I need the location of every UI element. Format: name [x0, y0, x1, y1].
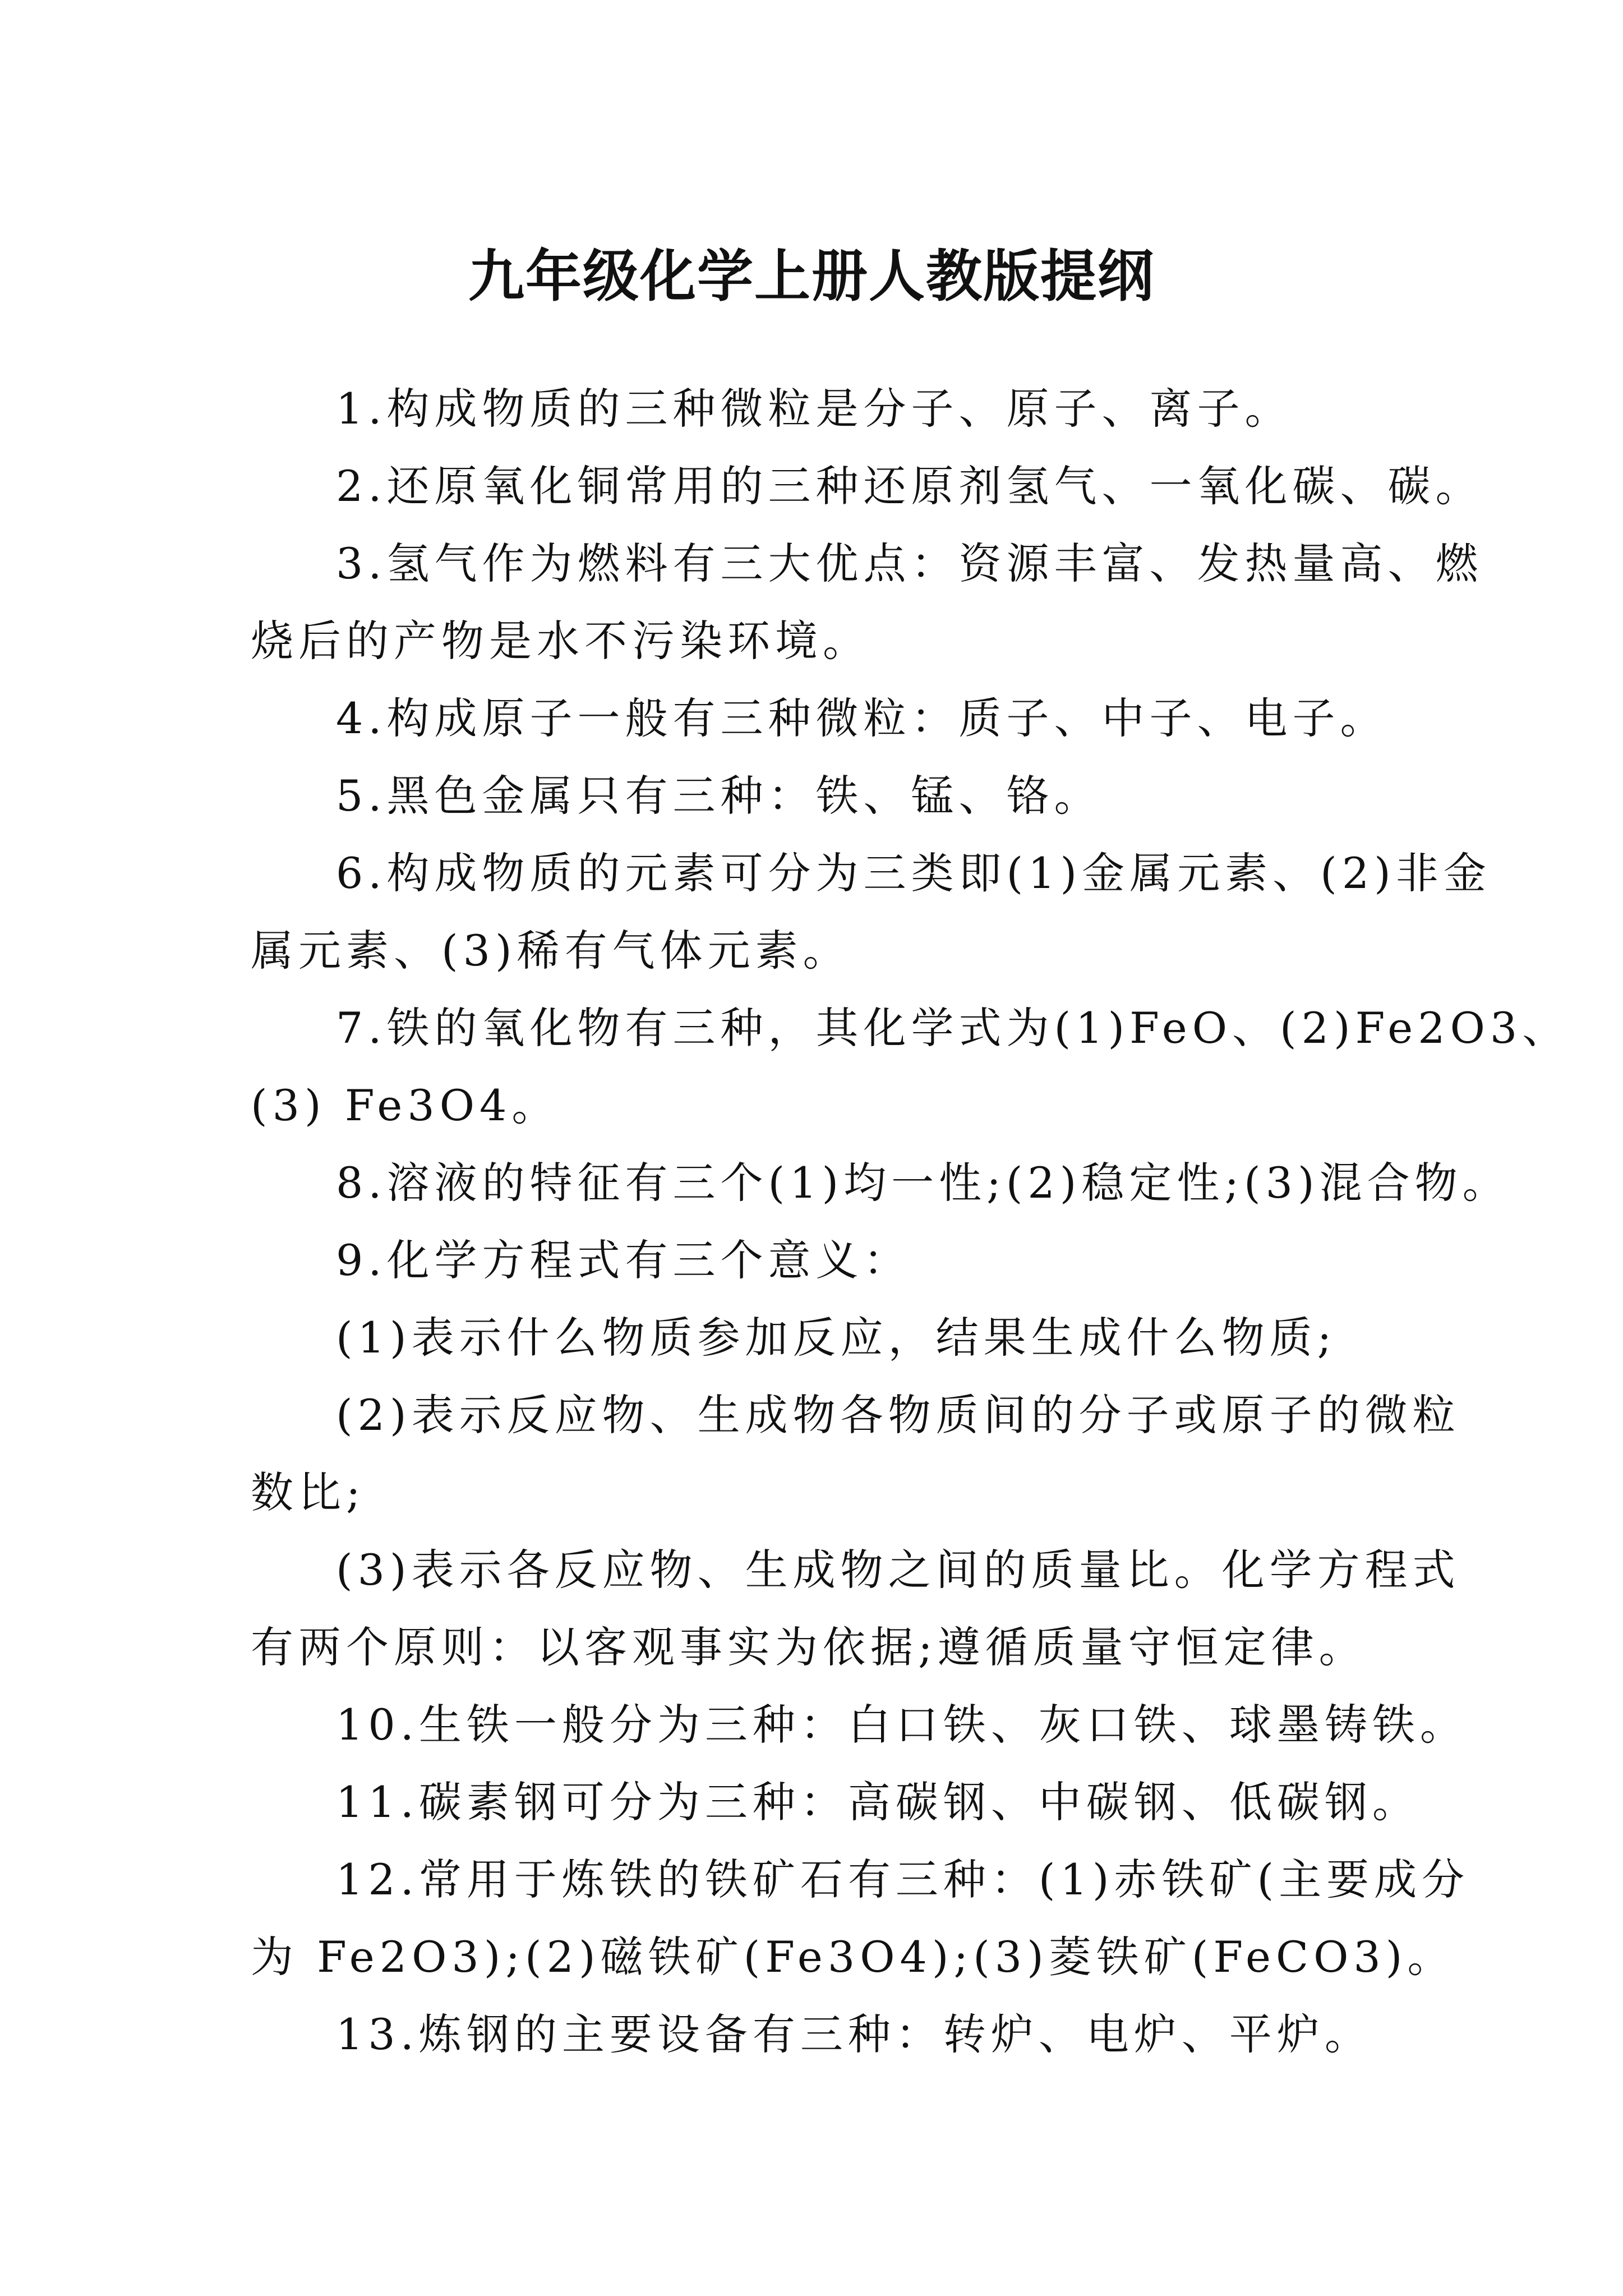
text-line: 数比; [251, 1467, 366, 1517]
text-line: 4.构成原子一般有三种微粒：质子、中子、电子。 [336, 693, 1388, 743]
text-line: 10.生铁一般分为三种：白口铁、灰口铁、球墨铸铁。 [336, 1700, 1468, 1750]
text-line: 为 Fe2O3);(2)磁铁矿(Fe3O4);(3)菱铁矿(FeCO3)。 [251, 1932, 1455, 1982]
text-line: (3)表示各反应物、生成物之间的质量比。化学方程式 [336, 1545, 1460, 1595]
text-line: (3) Fe3O4。 [251, 1080, 560, 1130]
text-line: 3.氢气作为燃料有三大优点：资源丰富、发热量高、燃 [336, 539, 1483, 588]
text-line: 5.黑色金属只有三种：铁、锰、铬。 [336, 771, 1102, 821]
document-body [251, 370, 1570, 2073]
text-line: 13.炼钢的主要设备有三种：转炉、电炉、平炉。 [336, 2009, 1372, 2059]
text-line: 有两个原则：以客观事实为依据;遵循质量守恒定律。 [251, 1622, 1367, 1672]
text-line: 6.构成物质的元素可分为三类即(1)金属元素、(2)非金 [336, 848, 1491, 898]
text-line: 7.铁的氧化物有三种，其化学式为(1)FeO、(2)Fe2O3、 [336, 1003, 1570, 1053]
text-line: 12.常用于炼铁的铁矿石有三种：(1)赤铁矿(主要成分 [336, 1855, 1470, 1904]
page-title: 九年级化学上册人教版提纲 [468, 243, 1155, 309]
text-line: 烧后的产物是水不污染环境。 [251, 616, 870, 666]
text-line: 2.还原氧化铜常用的三种还原剂氢气、一氧化碳、碳。 [336, 461, 1483, 511]
text-line: 11.碳素钢可分为三种：高碳钢、中碳钢、低碳钢。 [336, 1777, 1420, 1827]
text-line: 8.溶液的特征有三个(1)均一性;(2)稳定性;(3)混合物。 [336, 1158, 1510, 1208]
text-line: (1)表示什么物质参加反应，结果生成什么物质; [336, 1313, 1337, 1363]
text-line: 属元素、(3)稀有气体元素。 [251, 926, 851, 976]
text-line: (2)表示反应物、生成物各物质间的分子或原子的微粒 [336, 1390, 1460, 1440]
text-line: 1.构成物质的三种微粒是分子、原子、离子。 [336, 384, 1293, 434]
text-line: 9.化学方程式有三个意义： [336, 1235, 911, 1285]
